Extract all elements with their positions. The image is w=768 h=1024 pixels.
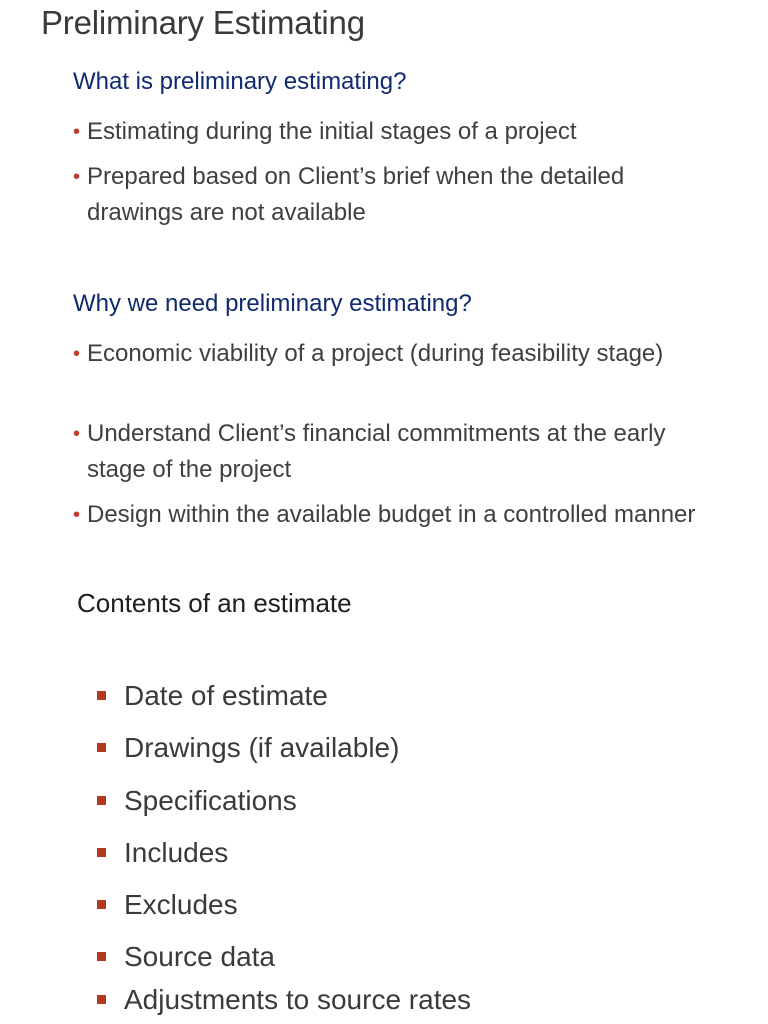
bullet-item [73,416,723,488]
bullet-text: Economic viability of a project (during feasibility stage) [87,340,664,367]
bullet-dot-icon: • [73,504,81,526]
list-item-label: Specifications [124,785,297,816]
section-heading-why: Why we need preliminary estimating? [73,290,472,317]
list-item-label: Adjustments to source rates [124,984,472,1015]
bullet-text: Understand Client’s financial commitments at the early stage of the project [87,420,666,483]
bullet-dot-icon: • [73,166,81,188]
bullet-text: Design within the available budget in a controlled manner [87,501,696,528]
bullet-item [73,497,723,533]
square-bullet-icon [97,796,106,805]
list-item-label: Source data [124,941,275,972]
bullet-dot-icon: • [73,121,81,143]
bullet-dot-icon: • [73,423,81,445]
square-bullet-icon [97,848,106,857]
bullet-item [73,114,723,150]
square-bullet-icon [97,743,106,752]
bullet-item [73,159,723,231]
list-item-label: Excludes [124,889,238,920]
list-item-label: Date of estimate [124,680,328,711]
square-bullet-icon [97,900,106,909]
list-item-label: Drawings (if available) [124,732,400,763]
page-title: Preliminary Estimating [41,4,365,41]
square-bullet-icon [97,995,106,1004]
section-heading-what: What is preliminary estimating? [73,68,407,95]
bullet-text: Estimating during the initial stages of a project [87,118,577,145]
square-bullet-icon [97,952,106,961]
list-item-label: Includes [124,837,229,868]
bullet-item [73,336,723,372]
bullet-text: Prepared based on Client’s brief when the detailed drawings are not available [87,163,625,226]
contents-heading: Contents of an estimate [77,588,352,618]
square-bullet-icon [97,691,106,700]
bullet-dot-icon: • [73,343,81,365]
